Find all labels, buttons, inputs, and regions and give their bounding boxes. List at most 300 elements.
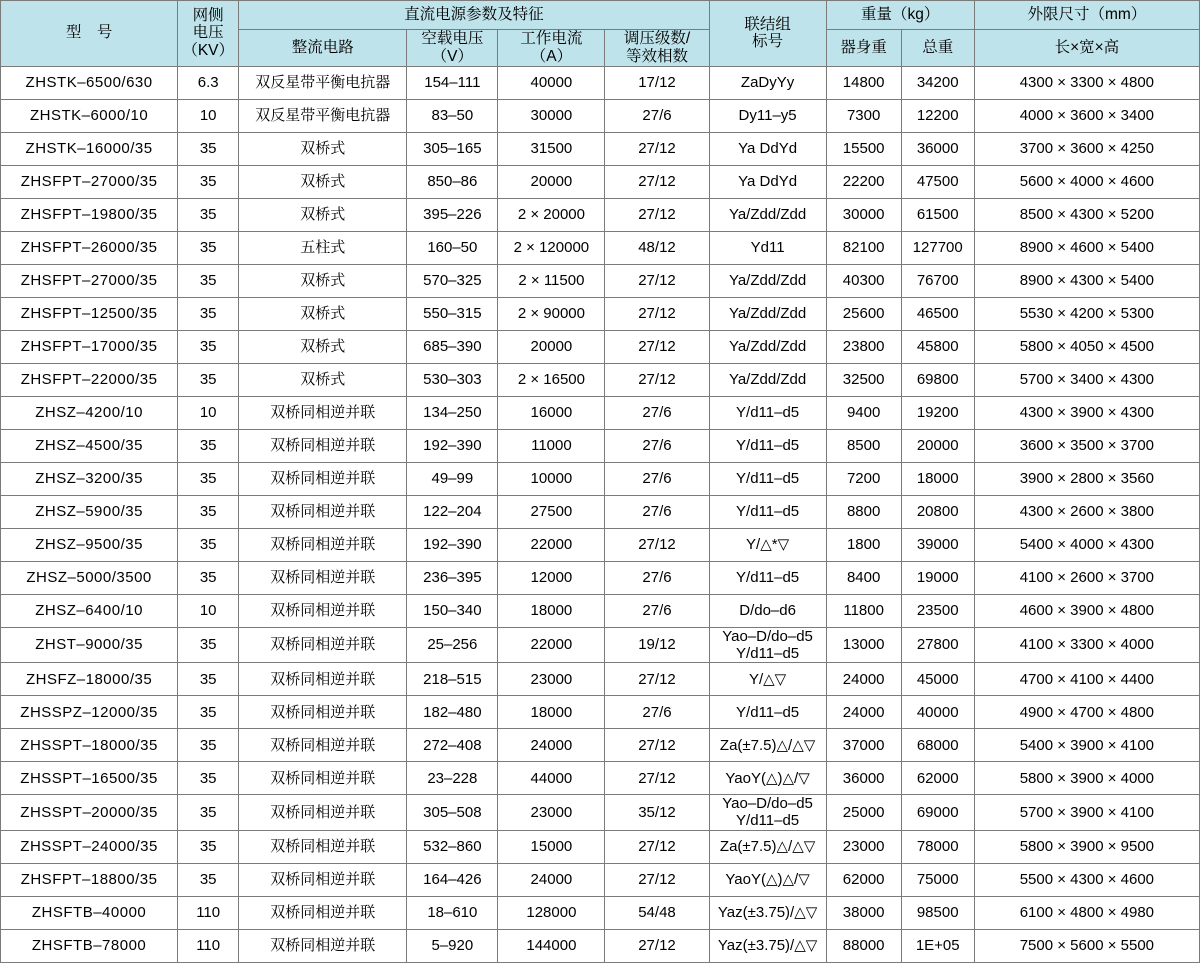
cell-regulation-stages: 27/12 (605, 363, 709, 396)
cell-grid-voltage: 35 (178, 429, 239, 462)
cell-model: ZHSFTB–78000 (1, 929, 178, 962)
table-row (1, 66, 1200, 99)
table-row (1, 627, 1200, 663)
cell-working-current: 2 × 120000 (498, 231, 605, 264)
cell-model: ZHST–9000/35 (1, 627, 178, 663)
cell-working-current: 24000 (498, 863, 605, 896)
table-row (1, 594, 1200, 627)
cell-dimensions: 4300 × 3900 × 4300 (974, 396, 1199, 429)
cell-total-weight: 69000 (901, 795, 974, 831)
cell-no-load-voltage: 154–111 (407, 66, 498, 99)
table-row (1, 495, 1200, 528)
table-row (1, 99, 1200, 132)
cell-regulation-stages: 27/6 (605, 495, 709, 528)
cell-rectifier: 双桥式 (239, 198, 407, 231)
cell-rectifier: 双桥同相逆并联 (239, 729, 407, 762)
cell-regulation-stages: 27/12 (605, 663, 709, 696)
cell-body-weight: 1800 (826, 528, 901, 561)
header-current-line1: 工作电流 (520, 30, 583, 47)
table-row (1, 165, 1200, 198)
cell-model: ZHSSPT–16500/35 (1, 762, 178, 795)
cell-dimensions: 4700 × 4100 × 4400 (974, 663, 1199, 696)
cell-dimensions: 8900 × 4600 × 5400 (974, 231, 1199, 264)
cell-grid-voltage: 35 (178, 264, 239, 297)
cell-regulation-stages: 27/6 (605, 99, 709, 132)
cell-no-load-voltage: 272–408 (407, 729, 498, 762)
cell-grid-voltage: 35 (178, 561, 239, 594)
cell-working-current: 23000 (498, 663, 605, 696)
cell-dimensions: 6100 × 4800 × 4980 (974, 896, 1199, 929)
header-stages-line1: 调压级数/ (623, 30, 691, 47)
cell-total-weight: 45800 (901, 330, 974, 363)
cell-no-load-voltage: 532–860 (407, 830, 498, 863)
cell-working-current: 2 × 20000 (498, 198, 605, 231)
table-body (1, 66, 1200, 962)
cell-connection-group: Yaz(±3.75)/△▽ (709, 929, 826, 962)
cell-working-current: 31500 (498, 132, 605, 165)
cell-no-load-voltage: 570–325 (407, 264, 498, 297)
cell-connection-group: YaoY(△)△/▽ (709, 762, 826, 795)
cell-body-weight: 38000 (826, 896, 901, 929)
cell-rectifier: 双桥式 (239, 363, 407, 396)
cell-rectifier: 双桥同相逆并联 (239, 462, 407, 495)
cell-no-load-voltage: 395–226 (407, 198, 498, 231)
cell-no-load-voltage: 122–204 (407, 495, 498, 528)
cell-regulation-stages: 27/12 (605, 830, 709, 863)
cell-working-current: 144000 (498, 929, 605, 962)
cell-model: ZHSZ–6400/10 (1, 594, 178, 627)
table-row (1, 830, 1200, 863)
cell-dimensions: 5700 × 3900 × 4100 (974, 795, 1199, 831)
header-dimensions-group: 外限尺寸（mm） (974, 1, 1199, 30)
cell-no-load-voltage: 164–426 (407, 863, 498, 896)
cell-rectifier: 双桥同相逆并联 (239, 929, 407, 962)
cell-working-current: 27500 (498, 495, 605, 528)
cell-regulation-stages: 35/12 (605, 795, 709, 831)
cell-regulation-stages: 27/12 (605, 264, 709, 297)
cell-body-weight: 25000 (826, 795, 901, 831)
cell-total-weight: 19000 (901, 561, 974, 594)
cell-grid-voltage: 35 (178, 165, 239, 198)
cell-model: ZHSFPT–18800/35 (1, 863, 178, 896)
table-row (1, 696, 1200, 729)
cell-dimensions: 3600 × 3500 × 3700 (974, 429, 1199, 462)
cell-total-weight: 127700 (901, 231, 974, 264)
cell-rectifier: 双桥式 (239, 297, 407, 330)
cell-connection-group: Y/d11–d5 (709, 696, 826, 729)
cell-working-current: 2 × 16500 (498, 363, 605, 396)
table-row (1, 462, 1200, 495)
cell-body-weight: 24000 (826, 696, 901, 729)
cell-no-load-voltage: 305–508 (407, 795, 498, 831)
cell-regulation-stages: 27/6 (605, 429, 709, 462)
cell-body-weight: 8500 (826, 429, 901, 462)
cell-connection-group: D/do–d6 (709, 594, 826, 627)
header-total-weight: 总重 (901, 30, 974, 67)
cell-connection-group: Dy11–y5 (709, 99, 826, 132)
cell-working-current: 2 × 11500 (498, 264, 605, 297)
cell-dimensions: 3900 × 2800 × 3560 (974, 462, 1199, 495)
cell-regulation-stages: 27/12 (605, 528, 709, 561)
cell-regulation-stages: 54/48 (605, 896, 709, 929)
cell-total-weight: 36000 (901, 132, 974, 165)
cell-grid-voltage: 35 (178, 363, 239, 396)
cell-total-weight: 62000 (901, 762, 974, 795)
cell-total-weight: 78000 (901, 830, 974, 863)
cell-regulation-stages: 27/12 (605, 762, 709, 795)
table-row (1, 795, 1200, 831)
cell-model: ZHSTK–6000/10 (1, 99, 178, 132)
cell-model: ZHSFPT–27000/35 (1, 264, 178, 297)
cell-regulation-stages: 27/6 (605, 594, 709, 627)
cell-dimensions: 4300 × 2600 × 3800 (974, 495, 1199, 528)
cell-total-weight: 45000 (901, 663, 974, 696)
cell-working-current: 16000 (498, 396, 605, 429)
header-regulation-stages (605, 30, 709, 67)
cell-model: ZHSFPT–12500/35 (1, 297, 178, 330)
table-row (1, 396, 1200, 429)
cell-dimensions: 4000 × 3600 × 3400 (974, 99, 1199, 132)
cell-model: ZHSSPT–20000/35 (1, 795, 178, 831)
cell-grid-voltage: 35 (178, 663, 239, 696)
cell-total-weight: 61500 (901, 198, 974, 231)
cell-grid-voltage: 35 (178, 528, 239, 561)
cell-dimensions: 5400 × 3900 × 4100 (974, 729, 1199, 762)
cell-working-current: 11000 (498, 429, 605, 462)
cell-connection-group-line: Yao–D/do–d5 (722, 627, 813, 645)
cell-dimensions: 7500 × 5600 × 5500 (974, 929, 1199, 962)
table-row (1, 231, 1200, 264)
cell-dimensions: 4600 × 3900 × 4800 (974, 594, 1199, 627)
cell-no-load-voltage: 134–250 (407, 396, 498, 429)
cell-model: ZHSTK–6500/630 (1, 66, 178, 99)
cell-rectifier: 双桥同相逆并联 (239, 663, 407, 696)
cell-regulation-stages: 27/6 (605, 462, 709, 495)
cell-no-load-voltage: 530–303 (407, 363, 498, 396)
cell-no-load-voltage: 49–99 (407, 462, 498, 495)
cell-regulation-stages: 27/12 (605, 863, 709, 896)
cell-connection-group: Ya/Zdd/Zdd (709, 198, 826, 231)
cell-connection-group: Y/△*▽ (709, 528, 826, 561)
cell-no-load-voltage: 550–315 (407, 297, 498, 330)
cell-connection-group (709, 795, 826, 831)
cell-working-current: 24000 (498, 729, 605, 762)
cell-model: ZHSFTB–40000 (1, 896, 178, 929)
cell-total-weight: 20000 (901, 429, 974, 462)
header-weight-group: 重量（kg） (826, 1, 974, 30)
cell-body-weight: 30000 (826, 198, 901, 231)
cell-no-load-voltage: 18–610 (407, 896, 498, 929)
cell-model: ZHSFPT–27000/35 (1, 165, 178, 198)
cell-connection-group-line: Y/d11–d5 (736, 812, 800, 830)
cell-model: ZHSSPT–18000/35 (1, 729, 178, 762)
cell-working-current: 22000 (498, 528, 605, 561)
cell-grid-voltage: 35 (178, 495, 239, 528)
cell-connection-group: Y/△▽ (709, 663, 826, 696)
cell-rectifier: 双桥同相逆并联 (239, 396, 407, 429)
cell-body-weight: 24000 (826, 663, 901, 696)
header-grid-voltage-line1: 网侧 (192, 6, 224, 24)
cell-connection-group: Y/d11–d5 (709, 561, 826, 594)
cell-body-weight: 37000 (826, 729, 901, 762)
table-row (1, 363, 1200, 396)
cell-model: ZHSZ–5000/3500 (1, 561, 178, 594)
cell-regulation-stages: 19/12 (605, 627, 709, 663)
cell-model: ZHSFPT–22000/35 (1, 363, 178, 396)
table-header (1, 1, 1200, 67)
cell-model: ZHSFPT–26000/35 (1, 231, 178, 264)
cell-rectifier: 双桥同相逆并联 (239, 429, 407, 462)
cell-body-weight: 14800 (826, 66, 901, 99)
cell-rectifier: 双桥同相逆并联 (239, 594, 407, 627)
header-no-load-line2: （V） (431, 47, 474, 65)
cell-grid-voltage: 35 (178, 132, 239, 165)
cell-body-weight: 15500 (826, 132, 901, 165)
cell-grid-voltage: 10 (178, 99, 239, 132)
cell-grid-voltage: 35 (178, 330, 239, 363)
header-stages-line2: 等效相数 (625, 47, 688, 65)
cell-regulation-stages: 27/12 (605, 729, 709, 762)
cell-no-load-voltage: 192–390 (407, 429, 498, 462)
cell-no-load-voltage: 182–480 (407, 696, 498, 729)
cell-rectifier: 双桥式 (239, 132, 407, 165)
cell-body-weight: 7200 (826, 462, 901, 495)
cell-total-weight: 27800 (901, 627, 974, 663)
cell-connection-group: Ya DdYd (709, 132, 826, 165)
cell-grid-voltage: 10 (178, 396, 239, 429)
cell-body-weight: 88000 (826, 929, 901, 962)
cell-regulation-stages: 27/12 (605, 330, 709, 363)
table-row (1, 663, 1200, 696)
table-row (1, 330, 1200, 363)
cell-connection-group: Ya/Zdd/Zdd (709, 330, 826, 363)
cell-rectifier: 双桥式 (239, 330, 407, 363)
cell-no-load-voltage: 218–515 (407, 663, 498, 696)
cell-connection-group: Y/d11–d5 (709, 495, 826, 528)
cell-no-load-voltage: 305–165 (407, 132, 498, 165)
cell-body-weight: 62000 (826, 863, 901, 896)
header-current-line2: （A） (530, 47, 573, 65)
cell-total-weight: 76700 (901, 264, 974, 297)
cell-dimensions: 4100 × 2600 × 3700 (974, 561, 1199, 594)
cell-model: ZHSZ–3200/35 (1, 462, 178, 495)
table-row (1, 528, 1200, 561)
table-row (1, 429, 1200, 462)
cell-rectifier: 双桥式 (239, 165, 407, 198)
cell-rectifier: 双桥同相逆并联 (239, 830, 407, 863)
cell-total-weight: 20800 (901, 495, 974, 528)
cell-connection-group: Ya/Zdd/Zdd (709, 363, 826, 396)
cell-working-current: 18000 (498, 696, 605, 729)
cell-connection-group: Y/d11–d5 (709, 462, 826, 495)
header-connection-group (709, 1, 826, 67)
cell-regulation-stages: 27/6 (605, 696, 709, 729)
cell-regulation-stages: 48/12 (605, 231, 709, 264)
cell-working-current: 10000 (498, 462, 605, 495)
table-row (1, 198, 1200, 231)
header-no-load-voltage (407, 30, 498, 67)
cell-rectifier: 双桥同相逆并联 (239, 627, 407, 663)
cell-working-current: 128000 (498, 896, 605, 929)
cell-connection-group-line: Y/d11–d5 (736, 644, 800, 662)
cell-grid-voltage: 10 (178, 594, 239, 627)
cell-working-current: 44000 (498, 762, 605, 795)
cell-regulation-stages: 27/12 (605, 297, 709, 330)
cell-body-weight: 36000 (826, 762, 901, 795)
cell-model: ZHSSPZ–12000/35 (1, 696, 178, 729)
cell-connection-group: Y/d11–d5 (709, 396, 826, 429)
cell-total-weight: 40000 (901, 696, 974, 729)
cell-rectifier: 双桥式 (239, 264, 407, 297)
cell-body-weight: 40300 (826, 264, 901, 297)
cell-total-weight: 18000 (901, 462, 974, 495)
table-row (1, 132, 1200, 165)
cell-connection-group: Yd11 (709, 231, 826, 264)
cell-grid-voltage: 35 (178, 729, 239, 762)
cell-working-current: 18000 (498, 594, 605, 627)
cell-connection-group: Za(±7.5)△/△▽ (709, 830, 826, 863)
cell-working-current: 20000 (498, 330, 605, 363)
cell-working-current: 23000 (498, 795, 605, 831)
cell-body-weight: 23800 (826, 330, 901, 363)
cell-rectifier: 双反星带平衡电抗器 (239, 99, 407, 132)
table-row (1, 929, 1200, 962)
cell-working-current: 20000 (498, 165, 605, 198)
cell-working-current: 30000 (498, 99, 605, 132)
cell-rectifier: 双桥同相逆并联 (239, 762, 407, 795)
cell-grid-voltage: 35 (178, 762, 239, 795)
header-rectifier-circuit: 整流电路 (239, 30, 407, 67)
cell-total-weight: 23500 (901, 594, 974, 627)
cell-model: ZHSFPT–19800/35 (1, 198, 178, 231)
cell-rectifier: 双桥同相逆并联 (239, 561, 407, 594)
cell-no-load-voltage: 5–920 (407, 929, 498, 962)
cell-body-weight: 11800 (826, 594, 901, 627)
cell-body-weight: 8800 (826, 495, 901, 528)
cell-dimensions: 5530 × 4200 × 5300 (974, 297, 1199, 330)
header-body-weight: 器身重 (826, 30, 901, 67)
cell-model: ZHSFPT–17000/35 (1, 330, 178, 363)
cell-body-weight: 9400 (826, 396, 901, 429)
cell-regulation-stages: 27/12 (605, 198, 709, 231)
cell-dimensions: 4900 × 4700 × 4800 (974, 696, 1199, 729)
cell-connection-group: Y/d11–d5 (709, 429, 826, 462)
cell-total-weight: 46500 (901, 297, 974, 330)
cell-no-load-voltage: 685–390 (407, 330, 498, 363)
cell-rectifier: 双桥同相逆并联 (239, 696, 407, 729)
cell-regulation-stages: 27/12 (605, 165, 709, 198)
cell-body-weight: 7300 (826, 99, 901, 132)
cell-rectifier: 双桥同相逆并联 (239, 495, 407, 528)
table-row (1, 729, 1200, 762)
cell-total-weight: 19200 (901, 396, 974, 429)
cell-no-load-voltage: 192–390 (407, 528, 498, 561)
cell-grid-voltage: 6.3 (178, 66, 239, 99)
cell-dimensions: 5800 × 3900 × 4000 (974, 762, 1199, 795)
cell-grid-voltage: 35 (178, 696, 239, 729)
cell-no-load-voltage: 25–256 (407, 627, 498, 663)
cell-connection-group-line: Yao–D/do–d5 (722, 795, 813, 813)
cell-regulation-stages: 27/6 (605, 561, 709, 594)
cell-connection-group: Ya DdYd (709, 165, 826, 198)
cell-rectifier: 双桥同相逆并联 (239, 795, 407, 831)
cell-model: ZHSZ–9500/35 (1, 528, 178, 561)
cell-body-weight: 32500 (826, 363, 901, 396)
cell-connection-group: Ya/Zdd/Zdd (709, 264, 826, 297)
cell-model: ZHSFZ–18000/35 (1, 663, 178, 696)
cell-model: ZHSZ–5900/35 (1, 495, 178, 528)
cell-body-weight: 8400 (826, 561, 901, 594)
cell-connection-group (709, 627, 826, 663)
cell-body-weight: 23000 (826, 830, 901, 863)
table-row (1, 561, 1200, 594)
table-row (1, 896, 1200, 929)
cell-regulation-stages: 27/6 (605, 396, 709, 429)
cell-rectifier: 双反星带平衡电抗器 (239, 66, 407, 99)
cell-dimensions: 4300 × 3300 × 4800 (974, 66, 1199, 99)
header-grid-voltage (178, 1, 239, 67)
cell-no-load-voltage: 150–340 (407, 594, 498, 627)
cell-rectifier: 双桥同相逆并联 (239, 896, 407, 929)
cell-dimensions: 5500 × 4300 × 4600 (974, 863, 1199, 896)
cell-grid-voltage: 35 (178, 863, 239, 896)
cell-total-weight: 98500 (901, 896, 974, 929)
header-row-1 (1, 1, 1200, 30)
cell-total-weight: 12200 (901, 99, 974, 132)
cell-total-weight: 1E+05 (901, 929, 974, 962)
cell-grid-voltage: 110 (178, 929, 239, 962)
table-row (1, 297, 1200, 330)
cell-grid-voltage: 35 (178, 795, 239, 831)
cell-model: ZHSZ–4200/10 (1, 396, 178, 429)
cell-dimensions: 8500 × 4300 × 5200 (974, 198, 1199, 231)
table-row (1, 863, 1200, 896)
cell-grid-voltage: 35 (178, 198, 239, 231)
cell-dimensions: 5400 × 4000 × 4300 (974, 528, 1199, 561)
cell-dimensions: 8900 × 4300 × 5400 (974, 264, 1199, 297)
cell-dimensions: 5600 × 4000 × 4600 (974, 165, 1199, 198)
header-connection-line1: 联结组 (744, 15, 791, 33)
cell-grid-voltage: 110 (178, 896, 239, 929)
cell-no-load-voltage: 23–228 (407, 762, 498, 795)
cell-connection-group: Yaz(±3.75)/△▽ (709, 896, 826, 929)
cell-working-current: 22000 (498, 627, 605, 663)
cell-regulation-stages: 27/12 (605, 929, 709, 962)
cell-total-weight: 34200 (901, 66, 974, 99)
cell-model: ZHSTK–16000/35 (1, 132, 178, 165)
header-model: 型 号 (1, 1, 178, 67)
header-working-current (498, 30, 605, 67)
table-row (1, 264, 1200, 297)
cell-rectifier: 五柱式 (239, 231, 407, 264)
cell-regulation-stages: 17/12 (605, 66, 709, 99)
cell-body-weight: 22200 (826, 165, 901, 198)
cell-connection-group: Ya/Zdd/Zdd (709, 297, 826, 330)
cell-connection-group: Za(±7.5)△/△▽ (709, 729, 826, 762)
header-dimensions-detail: 长×宽×高 (974, 30, 1199, 67)
cell-grid-voltage: 35 (178, 462, 239, 495)
cell-model: ZHSZ–4500/35 (1, 429, 178, 462)
header-connection-line2: 标号 (752, 33, 784, 51)
cell-grid-voltage: 35 (178, 627, 239, 663)
cell-grid-voltage: 35 (178, 231, 239, 264)
cell-dimensions: 5800 × 4050 × 4500 (974, 330, 1199, 363)
cell-body-weight: 82100 (826, 231, 901, 264)
header-dc-group: 直流电源参数及特征 (239, 1, 709, 30)
header-grid-voltage-line2: 电压 (192, 24, 224, 42)
cell-rectifier: 双桥同相逆并联 (239, 528, 407, 561)
table-row (1, 762, 1200, 795)
